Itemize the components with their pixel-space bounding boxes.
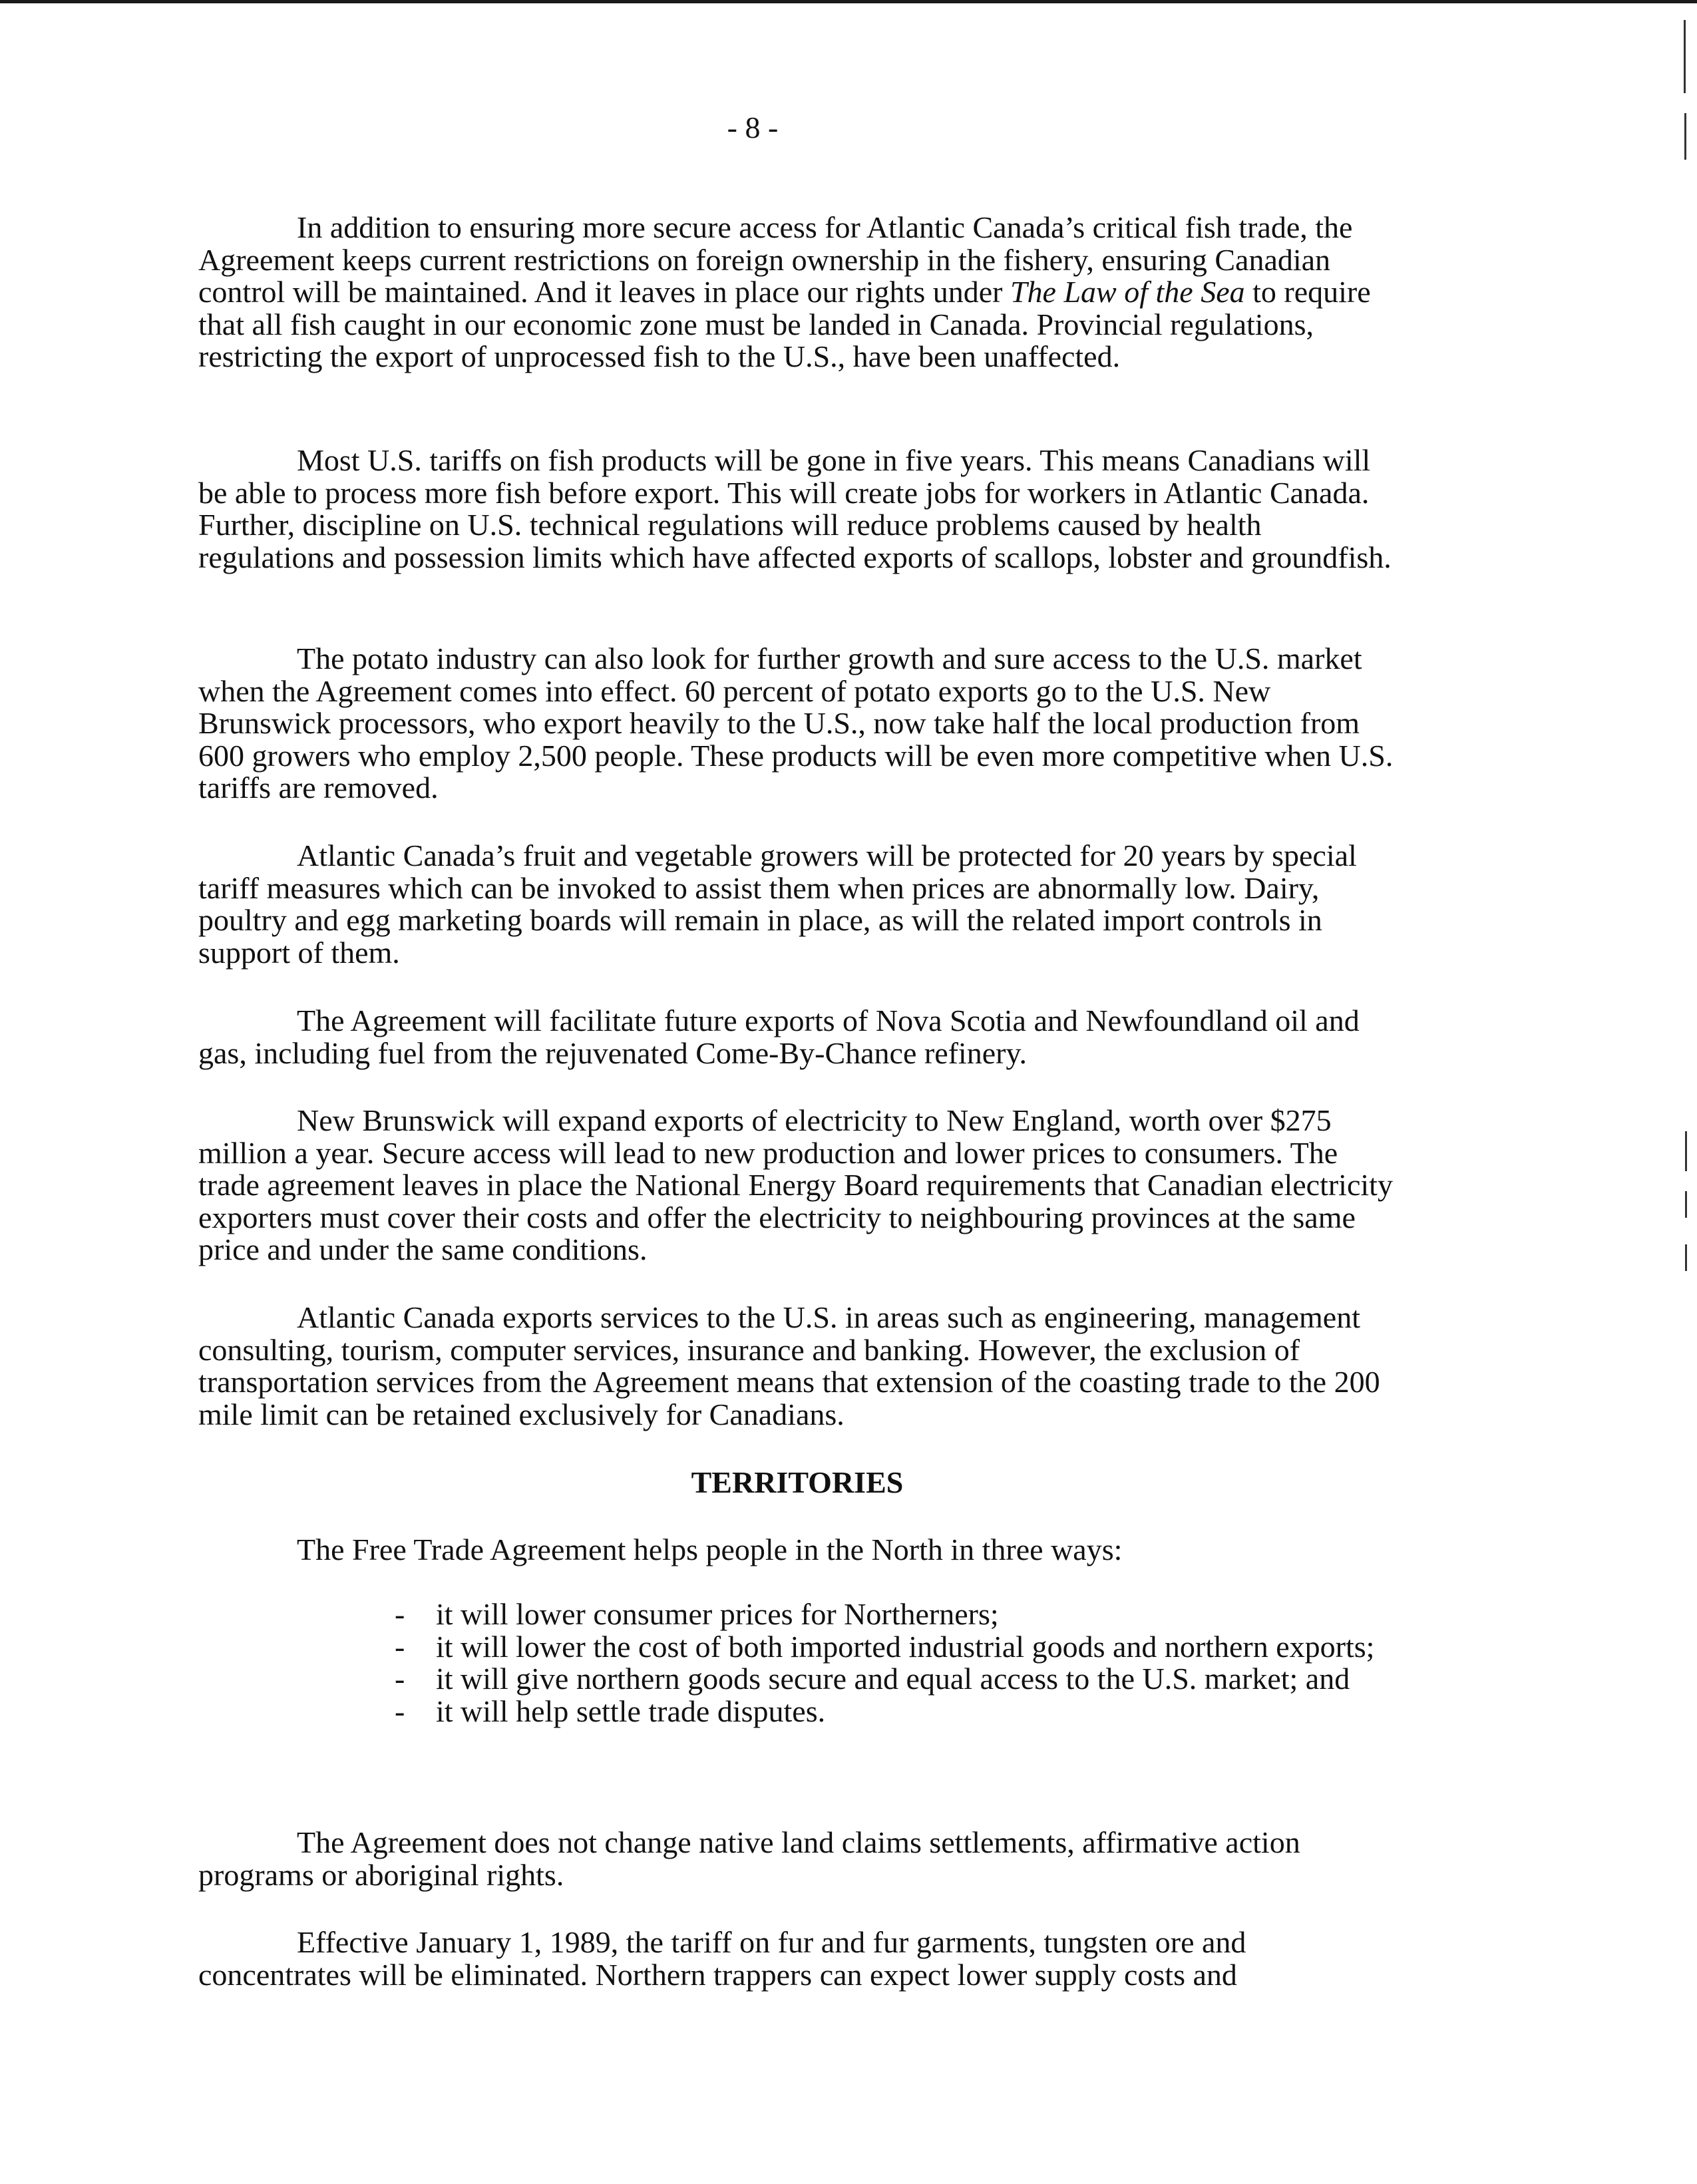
right-scan-mark — [1685, 1131, 1687, 1171]
top-scan-border — [0, 0, 1697, 3]
right-scan-mark — [1685, 1191, 1687, 1218]
paragraph: Effective January 1, 1989, the tariff on fur and fur garments, tungsten ore and concentrates will be eliminated. Northern trappers can expect lower supply costs and — [198, 1925, 1246, 1992]
bullet-list — [395, 1598, 1380, 1728]
paragraph-fishery-control: In addition to ensuring more secure access for Atlantic Canada’s critical fish trade, the Agreement keeps current restrictions on foreign ownership in the fishery, ensuring Canadian control will be maintained. And it leaves in place our rights under The Law of the Sea to require that all fish caught in our economic zone must be landed in Canada. Provincial regulations, restricting the export of unprocessed fish to the U.S., have been unaffected. — [198, 210, 1371, 373]
list-item-text: it will help settle trade disputes. — [436, 1694, 826, 1728]
paragraph: Most U.S. tariffs on fish products will be gone in five years. This means Canadians will be able to process more fish before export. This will create jobs for workers in Atlantic Canada. Further, discipline on U.S. technical regulations will reduce problems caused by health regulations and possession limits which have affected exports of scallops, lobster and groundfish. — [198, 443, 1392, 574]
page-number: - 8 - — [727, 110, 779, 144]
list-item-text: it will give northern goods secure and equal access to the U.S. market; and — [436, 1662, 1350, 1696]
right-scan-mark — [1684, 113, 1686, 160]
paragraph: The potato industry can also look for further growth and sure access to the U.S. market when the Agreement comes into effect. 60 percent of potato exports go to the U.S. New Brunswick processors, who export heavily to the U.S., now take half the local production from 600 growers who employ 2,500 people. These products will be even more competitive when U.S. tariffs are removed. — [198, 641, 1394, 805]
intro-line: The Free Trade Agreement helps people in the North in three ways: — [297, 1533, 1123, 1566]
bullet-dash: - — [395, 1597, 405, 1631]
list-item-text: it will lower the cost of both imported industrial goods and northern exports; — [436, 1629, 1375, 1664]
paragraph: The Agreement will facilitate future exports of Nova Scotia and Newfoundland oil and gas, including fuel from the rejuvenated Come-By-Chance refinery. — [198, 1003, 1360, 1070]
right-scan-mark — [1684, 20, 1686, 93]
list-item — [395, 1598, 1380, 1631]
bullet-dash: - — [395, 1694, 405, 1728]
list-item — [395, 1631, 1380, 1664]
list-item — [395, 1663, 1380, 1696]
list-item-text: it will lower consumer prices for Northerners; — [436, 1597, 999, 1631]
list-item — [395, 1696, 1380, 1728]
paragraph: The Agreement does not change native land claims settlements, affirmative action programs or aboriginal rights. — [198, 1825, 1300, 1892]
paragraph: New Brunswick will expand exports of electricity to New England, worth over $275 million a year. Secure access will lead to new production and lower prices to consumers. The trade agreement leaves in place the National Energy Board requirements that Canadian electricity exporters must cover their costs and offer the electricity to neighbouring provinces at the same price and under the same conditions. — [198, 1103, 1393, 1266]
paragraph: Atlantic Canada’s fruit and vegetable growers will be protected for 20 years by special tariff measures which can be invoked to assist them when prices are abnormally low. Dairy, poultry and egg marketing boards will remain in place, as will the related import controls in support of them. — [198, 838, 1357, 970]
section-heading: TERRITORIES — [691, 1465, 904, 1499]
italic-title: The Law of the Sea — [1010, 275, 1245, 309]
bullet-dash: - — [395, 1629, 405, 1664]
paragraph: Atlantic Canada exports services to the U.S. in areas such as engineering, management consulting, tourism, computer services, insurance and banking. However, the exclusion of transportation services from the Agreement means that extension of the coasting trade to the 200 mile limit can be retained exclusively for Canadians. — [198, 1300, 1380, 1431]
right-scan-mark — [1685, 1244, 1687, 1271]
bullet-dash: - — [395, 1662, 405, 1696]
